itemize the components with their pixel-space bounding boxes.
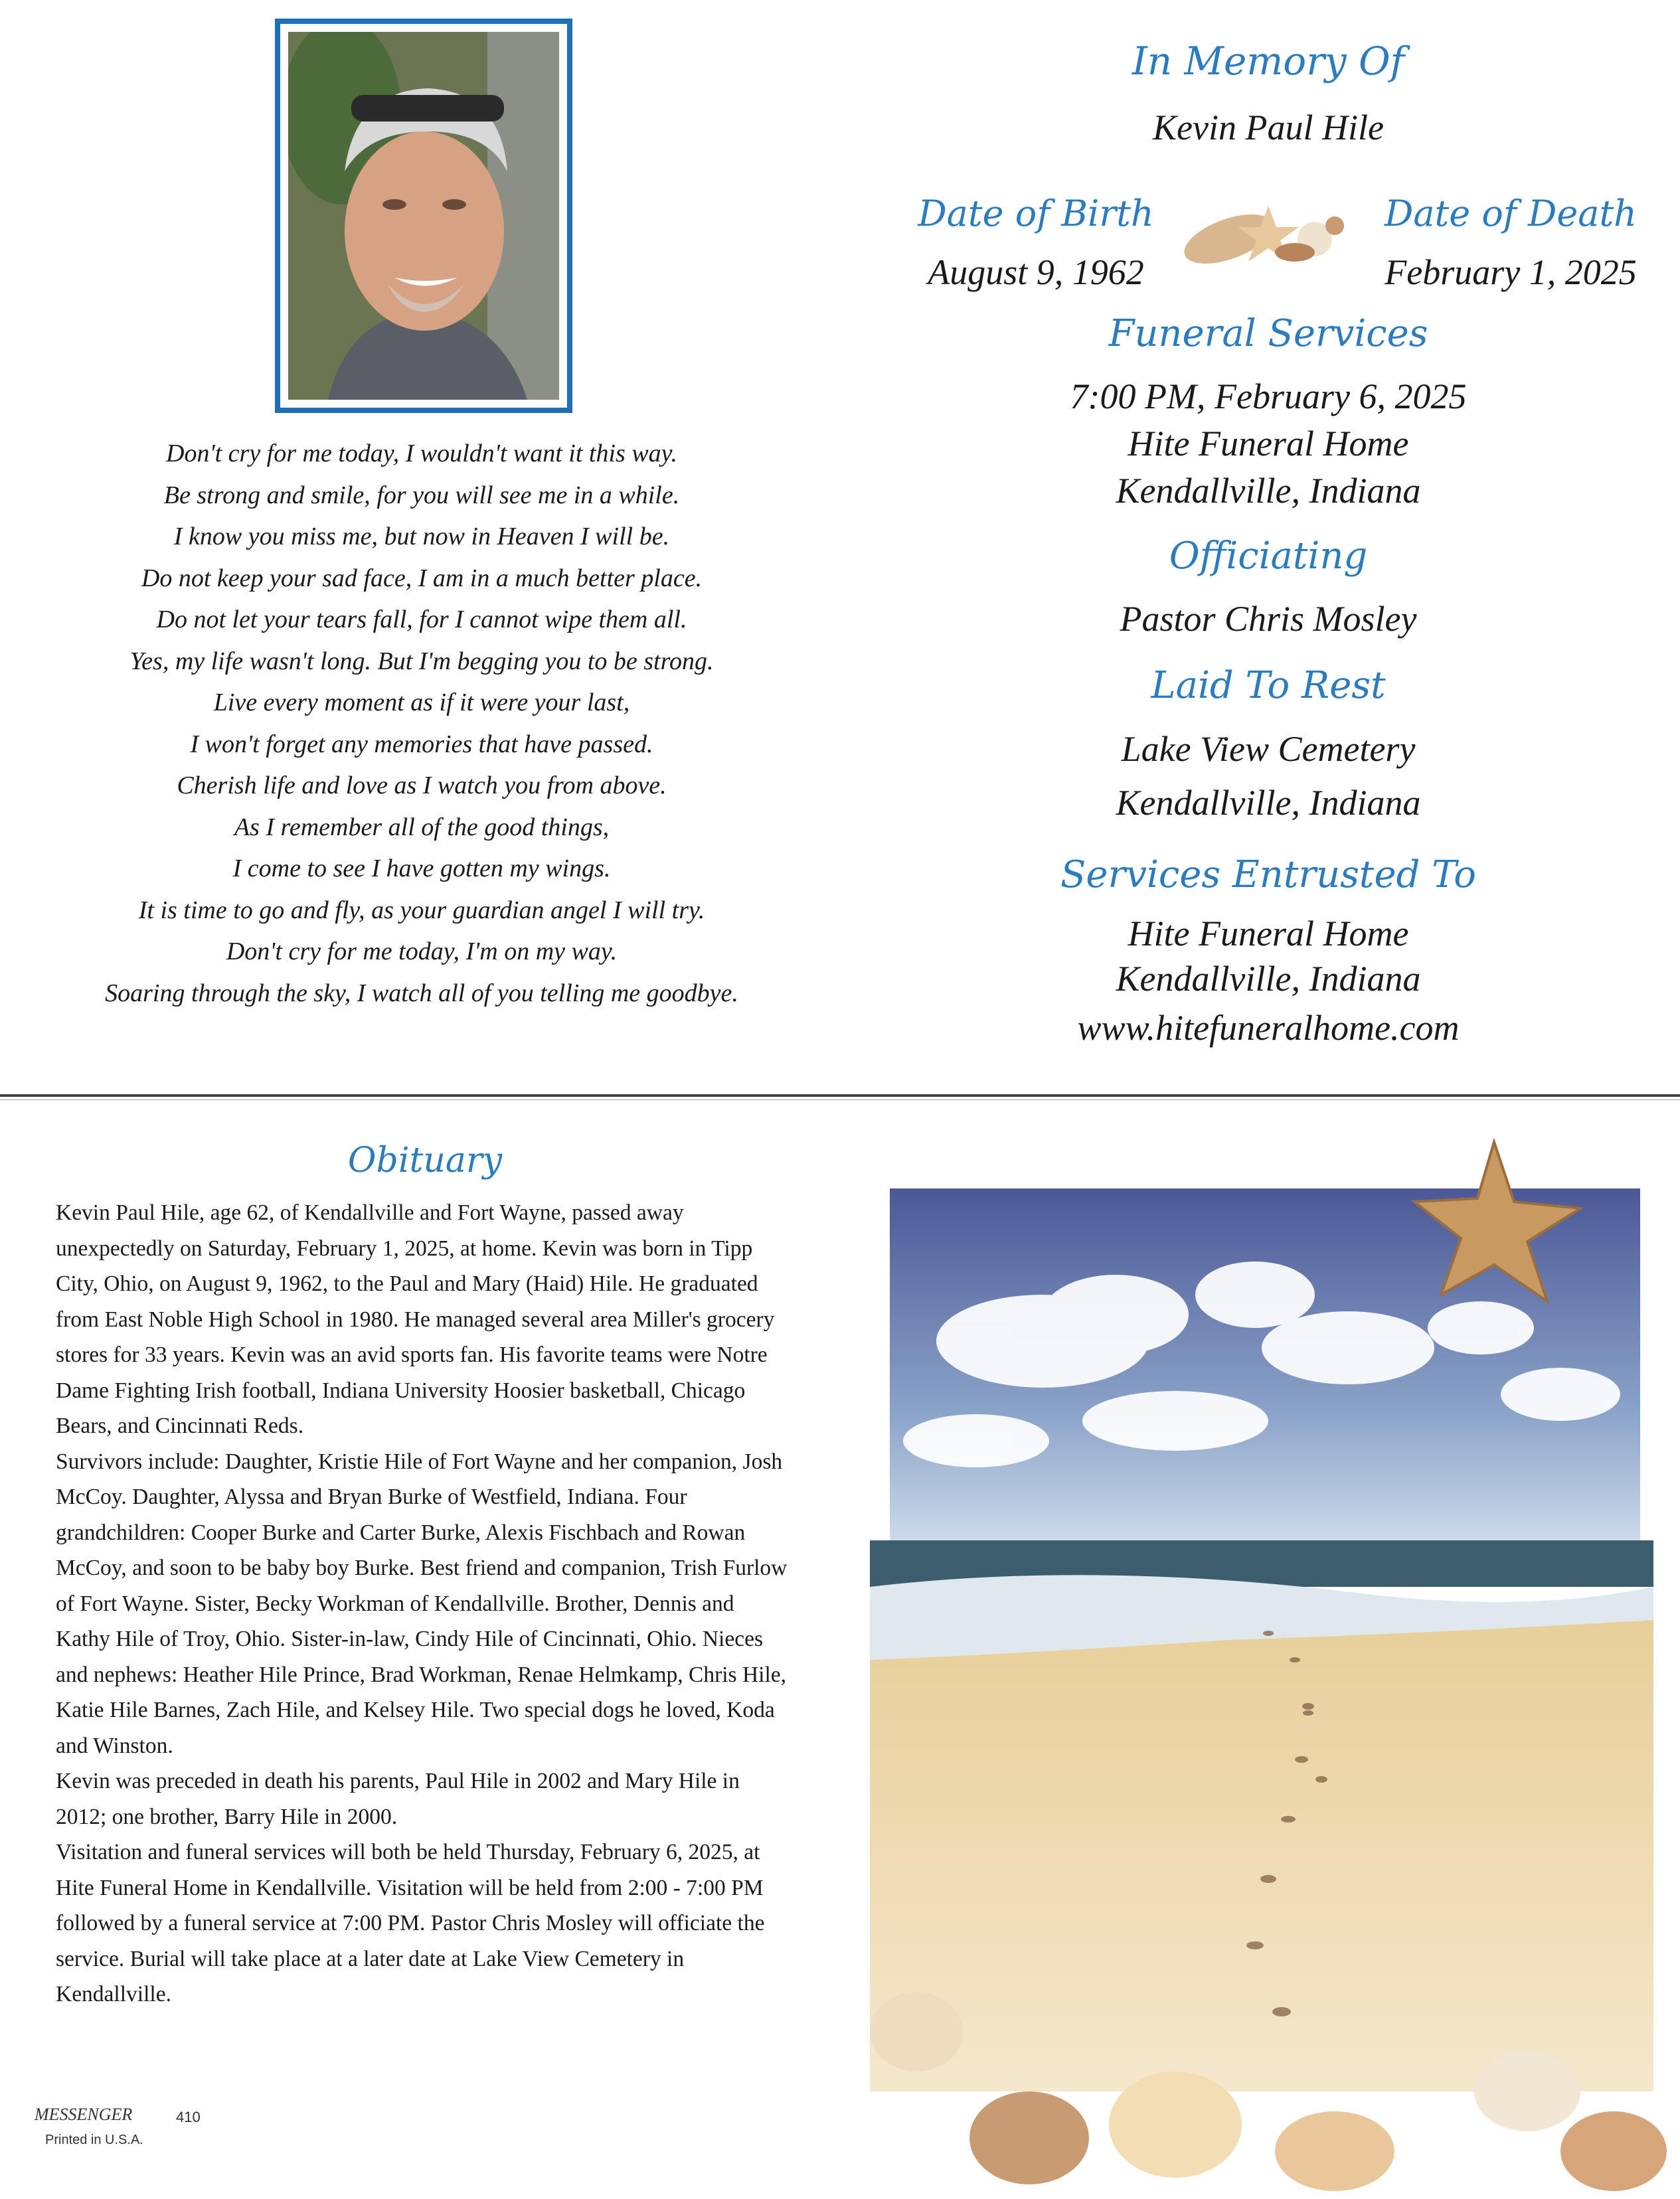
poem-line: Be strong and smile, for you will see me in a while. xyxy=(163,481,680,509)
memorial-photo xyxy=(288,32,559,400)
poem-line: Yes, my life wasn't long. But I'm begging you to be strong. xyxy=(129,647,714,675)
poem-line: Do not let your tears fall, for I cannot wipe them all. xyxy=(156,606,687,633)
printer-logo: MESSENGER xyxy=(35,2105,133,2124)
cemetery-name: Lake View Cemetery xyxy=(1121,729,1416,769)
laid-to-rest-label: Laid To Rest xyxy=(1151,664,1386,707)
obituary-paragraph: Survivors include: Daughter, Kristie Hile of Fort Wayne and her companion, Josh McCoy. Daughter, Alyssa and Bryan Burke of Westfield, Indiana. Four grandchildren: Cooper Burke and Carter Burke, Alexis Fischbach and Rowan McCoy, and soon to be baby boy Burke. Best friend and companion, Trish Furlow of Fort Wayne. Sister, Becky Workman of Kendallville. Brother, Dennis and Kathy Hile of Troy, Ohio. Sister-in-law, Cindy Hile of Cincinnati, Ohio. Nieces and nephews: Heather Hile Prince, Brad Workman, Renae Helmkamp, Chris Hile, Katie Hile Barnes, Zach Hile, and Kelsey Hile. Two special dogs he loved, Koda and Winston. xyxy=(56,1449,788,1758)
funeral-time: 7:00 PM, February 6, 2025 xyxy=(1070,376,1467,416)
funeral-home-website: www.hitefuneralhome.com xyxy=(1077,1008,1460,1048)
obituary-paragraph: Kevin Paul Hile, age 62, of Kendallville and Fort Wayne, passed away unexpectedly on Saturday, February 1, 2025, at home. Kevin was born in Tipp City, Ohio, on August 9, 1962, to the Paul and Mary (Haid) Hile. He graduated from East Noble High School in 1980. He managed several area Miller's grocery stores for 33 years. Kevin was an avid sports fan. His favorite teams were Notre Dame Fighting Irish football, Indiana University Hoosier basketball, Chicago Bears, and Cincinnati Reds. xyxy=(56,1200,775,1438)
date-of-death-label: Date of Death xyxy=(1385,193,1637,234)
cemetery-city: Kendallville, Indiana xyxy=(1116,783,1421,823)
portrait-illustration xyxy=(288,32,559,400)
poem-line: Don't cry for me today, I'm on my way. xyxy=(226,937,618,965)
beach-scene-image xyxy=(830,1129,1680,2199)
funeral-home-name: Hite Funeral Home xyxy=(1128,914,1409,953)
poem-line: Do not keep your sad face, I am in a much better place. xyxy=(141,564,703,592)
poem-line: As I remember all of the good things, xyxy=(234,813,610,841)
funeral-home-city: Kendallville, Indiana xyxy=(1116,959,1421,999)
memorial-photo-frame xyxy=(275,19,572,413)
seashells-icon xyxy=(1169,193,1361,272)
poem-line: I won't forget any memories that have passed. xyxy=(190,730,653,758)
product-number: 410 xyxy=(176,2109,201,2125)
funeral-location: Hite Funeral Home xyxy=(1128,424,1409,463)
poem-line: Soaring through the sky, I watch all of you telling me goodbye. xyxy=(105,979,738,1007)
deceased-name: Kevin Paul Hile xyxy=(1153,108,1384,147)
poem-line: Don't cry for me today, I wouldn't want it this way. xyxy=(166,440,677,467)
poem-line: I come to see I have gotten my wings. xyxy=(232,855,611,882)
obituary-title: Obituary xyxy=(347,1141,503,1181)
funeral-services-label: Funeral Services xyxy=(1108,312,1428,355)
poem-line: It is time to go and fly, as your guardian angel I will try. xyxy=(138,896,705,924)
fold-divider xyxy=(0,1094,1680,1097)
officiating-label: Officiating xyxy=(1169,534,1368,578)
obituary-paragraph: Visitation and funeral services will both be held Thursday, February 6, 2025, at Hite Funeral Home in Kendallville. Visitation will be held from 2:00 - 7:00 PM followed by a funeral service at 7:00 PM. Pastor Chris Mosley will officiate the service. Burial will take place at a later date at Lake View Cemetery in Kendallville. xyxy=(56,1840,765,2006)
obituary-text xyxy=(56,1195,793,2012)
services-entrusted-label: Services Entrusted To xyxy=(1060,853,1476,896)
officiant-name: Pastor Chris Mosley xyxy=(1120,599,1417,639)
in-memory-heading: In Memory Of xyxy=(1132,39,1405,84)
poem-line: Cherish life and love as I watch you from above. xyxy=(177,772,667,799)
printed-in-label: Printed in U.S.A. xyxy=(45,2133,143,2147)
funeral-city: Kendallville, Indiana xyxy=(1116,471,1421,511)
date-of-death-value: February 1, 2025 xyxy=(1385,252,1637,292)
obituary-paragraph: Kevin was preceded in death his parents, Paul Hile in 2002 and Mary Hile in 2012; one brother, Barry Hile in 2000. xyxy=(56,1769,740,1829)
poem-line: Live every moment as if it were your last, xyxy=(213,689,630,716)
date-of-birth-label: Date of Birth xyxy=(918,193,1154,234)
poem-line: I know you miss me, but now in Heaven I will be. xyxy=(173,523,670,550)
date-of-birth-value: August 9, 1962 xyxy=(928,252,1144,292)
memorial-poem xyxy=(27,433,817,1014)
